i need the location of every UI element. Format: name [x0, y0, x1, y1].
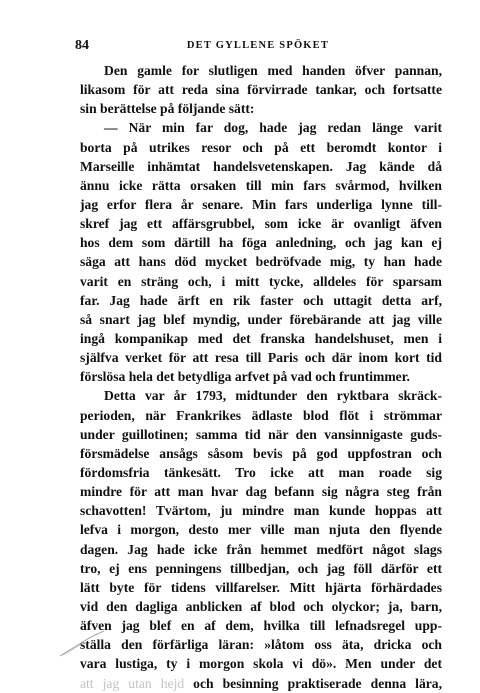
- running-title: DET GYLLENE SPÖKET: [186, 40, 330, 51]
- text-line: säga att hans död mycket bedröfvade mig, ty han hade: [80, 254, 442, 270]
- text-line: tro, ej ens penningens tillbedjan, och jag föll därför ett: [80, 560, 442, 576]
- text-line: så snart jag blef myndig, under förebärande att jag ville: [80, 311, 442, 327]
- text-line: ännu icke rätta orsaken till min fars svårmod, hvilken: [80, 177, 442, 193]
- text-line: perioden, när Frankrikes ädlaste blod flöt i strömmar: [80, 407, 442, 423]
- text-line: borta på utrikes resor och på ett beromdt kontor i: [80, 139, 442, 155]
- faded-text: att jag utan hejd: [80, 675, 185, 691]
- running-head: [75, 38, 441, 54]
- text-line: jag erfor flera år senare. Min fars underliga lynne till-: [80, 196, 442, 212]
- text-line: Den gamle for slutligen med handen öfver pannan,: [104, 63, 442, 78]
- text-line: vara lustiga, ty i morgon skola vi dö». Men under det: [80, 656, 442, 672]
- pencil-mark-icon: [58, 630, 106, 658]
- text-line: likasom för att reda sina förvirrade tankar, och fortsatte: [80, 82, 442, 98]
- text-line: far. Jag hade ärft en rik faster och uttagit detta arf,: [80, 292, 442, 308]
- text-line: skref jag ett affärsgrubbel, som icke är ovanligt äfven: [80, 216, 442, 232]
- text-line: dagen. Jag hade icke från hemmet medfört något slags: [80, 541, 442, 557]
- text-line: mindre för att man hvar dag befann sig några steg från: [80, 484, 442, 500]
- text-line: själfva verket för att resa till Paris och där inom kort tid: [80, 350, 442, 366]
- text-line-rest: och besinning praktiserade denna lära,: [184, 675, 442, 691]
- text-line: försmädelse ansågs såsom bevis på god uppfostran och: [80, 445, 442, 461]
- text-line: lätt byte för tidens villfarelser. Mitt hjärta förhärdades: [80, 579, 442, 595]
- text-line: under guillotinen; samma tid när den vansinnigaste guds-: [80, 426, 442, 442]
- text-line-faded: [80, 674, 442, 693]
- text-line: vid den dagliga anblicken af blod och olyckor; ja, barn,: [80, 598, 442, 614]
- body-text: [80, 61, 442, 693]
- text-line: fördomsfria tänkesätt. Tro icke att man roade sig: [80, 464, 442, 480]
- text-line: äfven jag blef en af dem, hvilka till lefnadsregel upp-: [80, 618, 442, 634]
- page-number: 84: [75, 38, 89, 53]
- text-line: sin berättelse på följande sätt:: [80, 101, 255, 117]
- text-line: — När min far dog, hade jag redan länge varit: [104, 120, 442, 136]
- text-line: förslösa hela det betydliga arfvet på vad och fruntimmer.: [80, 369, 410, 385]
- text-line: Detta var år 1793, midtunder den ryktbara skräck-: [104, 388, 442, 404]
- text-line: schavotten! Tvärtom, ju mindre man kunde hoppas att: [80, 503, 442, 519]
- text-line: ställa den förfärliga läran: »låtom oss äta, dricka och: [80, 637, 442, 653]
- text-line: lefva i morgon, desto mer ville man njuta den flyende: [80, 522, 442, 538]
- text-line: ingå kompanikap med det franska handelshuset, men i: [80, 330, 442, 346]
- text-line: Marseille inhämtat handelsvetenskapen. Jag kände då: [80, 158, 442, 174]
- text-line: varit en sträng och, i mitt tycke, alldeles för sparsam: [80, 273, 442, 289]
- text-line: hos dem som därtill ha föga anledning, och jag kan ej: [80, 235, 442, 251]
